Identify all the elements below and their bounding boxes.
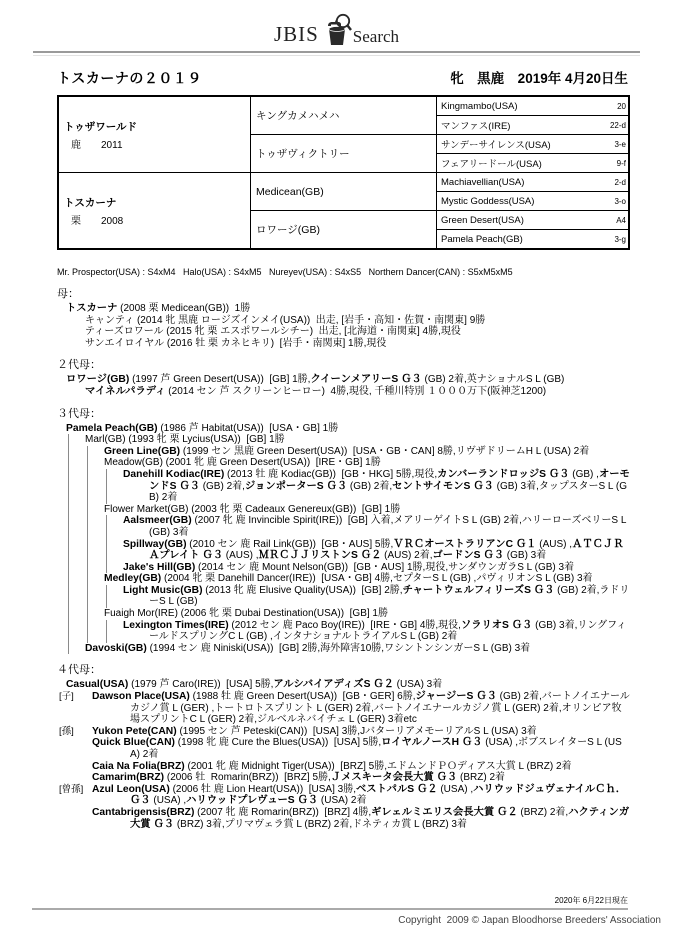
inbreeding-line: Mr. Prospector(USA) : S4xM4 Halo(USA) : S4xM5 Nureyev(USA) : S4xS5 Northern Dancer(CAN) : S5xM5xM5 — [57, 267, 513, 277]
horse-or-race-name: ＡＴＣＪＲＡプレイト Ｇ３ — [149, 538, 624, 562]
tree-guide-line — [87, 457, 88, 469]
horse-or-race-name: ハクティンガ大賞 Ｇ３ — [130, 806, 630, 830]
line-text: (2007 牝 鹿 Invincible Spirit(IRE)) [GB] 入着,メアリーゲイトS L (GB) 2着,ハリーローズベリーS L (GB) 3着 — [149, 515, 629, 538]
horse-or-race-name: クイーンメアリーS Ｇ３ — [310, 374, 422, 386]
line-text: (AUS) , — [536, 538, 573, 550]
line-text: (AUS) 2着, — [381, 550, 433, 562]
line-text: (GB) 3着 — [504, 550, 547, 562]
ancestor-name: Green Desert(USA) — [441, 214, 524, 226]
tree-guide-line — [87, 573, 88, 585]
family-line — [57, 608, 631, 620]
line-text: (AUS) , — [223, 550, 259, 562]
line-text: (1997 芦 Green Desert(USA)) [GB] 1勝, — [129, 374, 311, 386]
family-line — [57, 315, 631, 327]
pedigree-gen2-cell — [251, 135, 437, 173]
pedigree-gen3-cell — [437, 230, 630, 250]
family-line — [57, 338, 631, 350]
tree-guide-line — [68, 504, 69, 516]
horse-or-race-name: Danehill Kodiac(IRE) — [123, 468, 225, 480]
family-line — [57, 446, 631, 458]
horse-or-race-name: チャートウェルフィリーズS Ｇ３ — [402, 584, 555, 596]
family-line — [57, 679, 631, 691]
line-text: (1995 セン 芦 Peteski(CAN)) [USA] 3勝,JバターリアメモーリアルS L (USA) 3着 — [176, 725, 537, 737]
family-number: 20 — [617, 101, 626, 111]
family-section — [57, 405, 631, 655]
pedigree-gen3-cell — [437, 154, 630, 173]
family-line — [57, 515, 631, 538]
family-line — [57, 772, 631, 784]
line-text: (2014 セン 芦 スクリーンヒーロー) 4勝,現役, 千種川特別 １０００万下(阪神芝1200) — [165, 385, 547, 397]
tree-guide-line — [87, 515, 88, 538]
section-heading: ３代母： — [57, 407, 101, 420]
logo-search-text: Search — [352, 27, 400, 46]
ancestor-name: サンデーサイレンス(USA) — [441, 140, 551, 151]
horse-or-race-name: Pamela Peach(GB) — [66, 422, 158, 434]
horse-or-race-name: オーモンドS Ｇ３ — [149, 468, 630, 492]
pedigree-gen1-cell — [58, 173, 251, 250]
line-text: (1988 牡 鹿 Green Desert(USA)) [GB・GER] 6勝, — [189, 691, 416, 703]
title-row — [57, 67, 628, 88]
family-line — [57, 457, 631, 469]
family-line — [57, 691, 631, 726]
family-line — [57, 761, 631, 773]
pedigree-row — [58, 96, 629, 116]
jbis-search-logo — [0, 0, 673, 47]
tree-guide-line — [68, 446, 69, 458]
tree-guide-line — [87, 620, 88, 643]
family-line — [57, 784, 631, 807]
tree-guide-line — [106, 515, 107, 538]
pedigree-gen3-cell — [437, 96, 630, 116]
ancestor-name: Mystic Goddess(USA) — [441, 195, 535, 207]
family-line — [57, 386, 631, 398]
horse-or-race-name: Aalsmeer(GB) — [123, 515, 192, 527]
horse-or-race-name: ＭＲＣＪＪリストンS Ｇ２ — [258, 550, 382, 562]
horse-or-race-name: Camarim(BRZ) — [92, 772, 165, 784]
ancestor-name: トゥザヴィクトリー — [256, 148, 350, 160]
horse-or-race-name: ギレェルミエリス会長大賞 Ｇ２ — [371, 806, 518, 818]
tree-guide-line — [68, 620, 69, 643]
ancestor-name: Kingmambo(USA) — [441, 100, 518, 112]
family-line — [57, 504, 631, 516]
horse-or-race-name: Medley(GB) — [104, 573, 162, 585]
ancestor-name: マンファス(IRE) — [441, 121, 511, 132]
tree-guide-line — [87, 504, 88, 516]
line-text: (2012 セン 鹿 Paco Boy(IRE)) [IRE・GB] 4勝,現役, — [228, 619, 461, 631]
relation-label: [孫] — [59, 725, 74, 737]
tree-guide-line — [68, 434, 69, 446]
line-text: (GB) , — [569, 468, 599, 480]
horse-or-race-name: ジャージーS Ｇ３ — [415, 691, 497, 703]
horse-or-race-name: アルシバイアディズS Ｇ２ — [273, 679, 394, 691]
tree-guide-line — [68, 515, 69, 538]
horse-name-title: トスカーナの２０１９ — [57, 70, 202, 86]
logo-jbis-text: JBIS — [273, 22, 319, 46]
line-text: (GB) 2着, — [347, 480, 393, 492]
line-text: (2004 牝 栗 Danehill Dancer(IRE)) [USA・GB] 4勝,セプターS L (GB) ,パヴィリオンS L (GB) 3着 — [161, 573, 593, 585]
horse-or-race-name: Spillway(GB) — [123, 538, 187, 550]
ancestor-name: キングカメハメハ — [256, 110, 340, 122]
line-text: Fuaigh Mor(IRE) (2006 牝 栗 Dubai Destination(USA)) [GB] 1勝 — [104, 608, 388, 620]
pedigree-gen3-cell — [437, 135, 630, 154]
family-line — [57, 620, 631, 643]
family-sections — [57, 285, 631, 830]
line-text: Marl(GB) (1993 牝 栗 Lycius(USA)) [GB] 1勝 — [85, 434, 285, 446]
line-text: (GB) 2着, — [199, 480, 245, 492]
line-text: (2014 セン 鹿 Mount Nelson(GB)) [GB・AUS] 1勝,現役,サンダウンガラS L (GB) 3着 — [195, 561, 575, 573]
horse-or-race-name: Green Line(GB) — [104, 445, 181, 457]
family-line — [57, 303, 631, 315]
family-section — [57, 285, 631, 349]
pedigree-gen2-cell — [251, 96, 437, 135]
line-text: (GB) 2着,英ナショナルS L (GB) — [421, 374, 565, 386]
family-line — [57, 737, 631, 760]
line-text: (1986 芦 Habitat(USA)) [USA・GB] 1勝 — [157, 422, 339, 434]
family-line — [57, 573, 631, 585]
page-footer — [0, 895, 673, 926]
tree-guide-line — [68, 643, 69, 655]
ancestor-coat-year: 栗 2008 — [71, 215, 124, 227]
line-text: (BRZ) 2着 — [457, 772, 506, 784]
relation-label: [子] — [59, 691, 74, 703]
ancestor-coat-year: 鹿 2011 — [71, 139, 123, 151]
horse-or-race-name: Caia Na Folia(BRZ) — [92, 760, 185, 772]
family-line — [57, 643, 631, 655]
tree-guide-line — [68, 469, 69, 504]
line-text: サンエイロイヤル (2016 牡 栗 カネヒキリ) [岩手・南関東] 1勝,現役 — [85, 337, 387, 349]
pedigree-gen3-cell — [437, 116, 630, 135]
horse-or-race-name: Ｊメスキータ会長大賞 Ｇ３ — [330, 772, 458, 784]
horse-or-race-name: Light Music(GB) — [123, 584, 203, 596]
family-number: 9-f — [616, 158, 626, 168]
family-line — [57, 726, 631, 738]
pedigree-gen1-cell — [58, 96, 251, 173]
line-text: (GB) 3着,タップスターS L (GB) 2着 — [149, 480, 627, 504]
family-number: 3-e — [614, 139, 626, 149]
footer-divider — [32, 908, 628, 910]
family-line — [57, 562, 631, 574]
ancestor-name: Medicean(GB) — [256, 185, 324, 198]
pedigree-gen3-cell — [437, 173, 630, 192]
tree-guide-line — [87, 539, 88, 562]
family-number: A4 — [616, 215, 626, 225]
tree-guide-line — [106, 562, 107, 574]
horse-or-race-name: ＶＲＣオーストラリアンC Ｇ１ — [393, 538, 537, 550]
line-text: (BRZ) 2着, — [517, 806, 569, 818]
ancestor-name: フェアリードール(USA) — [441, 159, 542, 170]
horse-or-race-name: ゴードンS Ｇ３ — [432, 550, 505, 562]
tree-guide-line — [106, 585, 107, 608]
ancestor-name: ロワージ(GB) — [256, 224, 320, 236]
tree-guide-line — [68, 539, 69, 562]
tree-guide-line — [87, 469, 88, 504]
family-line — [57, 585, 631, 608]
family-section — [57, 661, 631, 830]
line-text: (GB) 2着,バートノイエナールカジノ賞 L (GER) ,トートロトスプリント L (GER) 2着,バートノイエナールカジノ賞 L (GER) 2着,オリンピア牧場スプリントC L (GER) 2着,ジルベルネバイチェ L (GER) 3着etc — [130, 691, 630, 726]
horse-or-race-name: ハリウッドジュヴェナイルＣｈ． Ｇ３ — [130, 783, 629, 807]
line-text: (1998 牝 鹿 Cure the Blues(USA)) [USA] 5勝, — [174, 737, 382, 749]
horse-or-race-name: トスカーナ — [66, 303, 118, 314]
family-line — [57, 326, 631, 338]
pedigree-gen3-cell — [437, 211, 630, 230]
line-text: ティーズロワール (2015 牝 栗 エスポワールシチー) 出走, [北海道・南関東] 4勝,現役 — [85, 326, 461, 338]
ancestor-name: Pamela Peach(GB) — [441, 233, 523, 245]
line-text: (GB) 2着,ラドリーS L (GB) — [149, 584, 630, 608]
line-text: (USA) ,ボブスレイターS L (USA) 2着 — [130, 737, 622, 760]
family-line — [57, 469, 631, 504]
relation-label: [曾孫] — [59, 783, 84, 795]
line-text: (2006 牡 鹿 Lion Heart(USA)) [USA] 3勝, — [169, 783, 356, 795]
family-section — [57, 356, 631, 397]
line-text: (1994 セン 鹿 Niniski(USA)) [GB] 2勝,海外障害10勝,ワシントンシンガーS L (GB) 3着 — [146, 642, 531, 654]
tree-guide-line — [68, 457, 69, 469]
tree-guide-line — [68, 608, 69, 620]
line-text: (2013 牡 鹿 Kodiac(GB)) [GB・HKG] 5勝,現役, — [224, 468, 438, 480]
family-line — [57, 807, 631, 830]
line-text: (2013 牝 鹿 Elusive Quality(USA)) [GB] 2勝, — [202, 584, 403, 596]
family-number: 3-g — [614, 234, 626, 244]
tree-guide-line — [68, 585, 69, 608]
pedigree-table — [57, 95, 630, 250]
line-text: (2001 牝 鹿 Midnight Tiger(USA)) [BRZ] 5勝,エドムンドＰＯディアス大賞 L (BRZ) 2着 — [184, 760, 572, 772]
tree-guide-line — [68, 562, 69, 574]
horse-or-race-name: Casual(USA) — [66, 679, 129, 691]
ancestor-name: トスカーナ — [64, 196, 117, 209]
family-number: 3-o — [614, 196, 626, 206]
family-line — [57, 374, 631, 386]
line-text: (2007 牝 鹿 Romarin(BRZ)) [BRZ] 4勝, — [194, 806, 372, 818]
section-heading: ４代母： — [57, 664, 101, 677]
family-line — [57, 539, 631, 562]
family-number: 22-d — [609, 120, 626, 130]
section-heading: 母： — [57, 288, 79, 300]
horse-or-race-name: Azul Leon(USA) — [92, 783, 170, 795]
line-text: (1979 芦 Caro(IRE)) [USA] 5勝, — [128, 679, 274, 691]
horse-or-race-name: カンバーランドロッジS Ｇ３ — [437, 468, 570, 480]
pedigree-gen2-cell — [251, 211, 437, 250]
section-heading: ２代母： — [57, 359, 101, 372]
line-text: (USA) , — [150, 795, 187, 807]
horse-or-race-name: マイネルパラディ — [85, 385, 166, 397]
line-text: Flower Market(GB) (2003 牝 栗 Cadeaux Genereux(GB)) [GB] 1勝 — [104, 503, 401, 515]
horse-or-race-name: ベストパルS Ｇ２ — [355, 783, 438, 795]
tree-guide-line — [87, 585, 88, 608]
data-as-of-date: 2020年 6月22日現在 — [554, 896, 628, 905]
horse-or-race-name: ロイヤルノースH Ｇ３ — [381, 737, 483, 749]
horse-or-race-name: セントサイモンS Ｇ３ — [392, 480, 494, 492]
ancestor-name: Machiavellian(USA) — [441, 176, 525, 188]
header-divider — [33, 51, 640, 56]
copyright-text: Copyright 2009 © Japan Bloodhorse Breeders' Association — [398, 915, 661, 926]
line-text: Meadow(GB) (2001 牝 鹿 Green Desert(USA)) [IRE・GB] 1勝 — [104, 457, 381, 469]
tree-guide-line — [106, 620, 107, 643]
ancestor-name: トゥザワールド — [64, 120, 138, 133]
line-text: (USA) 3着 — [393, 679, 443, 691]
line-text: (2006 牡 Romarin(BRZ)) [BRZ] 5勝, — [164, 772, 331, 784]
line-text: (2008 栗 Medicean(GB)) 1勝 — [117, 303, 251, 314]
horse-or-race-name: Lexington Times(IRE) — [123, 619, 229, 631]
horse-or-race-name: ロワージ(GB) — [66, 374, 130, 386]
tree-guide-line — [87, 446, 88, 458]
tree-guide-line — [106, 469, 107, 504]
line-text: (USA) 2着 — [318, 795, 367, 807]
horse-or-race-name: Jake's Hill(GB) — [123, 561, 196, 573]
tree-guide-line — [68, 573, 69, 585]
pedigree-gen2-cell — [251, 173, 437, 211]
line-text: (1999 セン 黒鹿 Green Desert(USA)) [USA・GB・CAN] 8勝,リヴザドリームH L (USA) 2着 — [180, 445, 590, 457]
horse-or-race-name: Quick Blue(CAN) — [92, 737, 175, 749]
horse-or-race-name: Cantabrigensis(BRZ) — [92, 806, 195, 818]
horse-sex-coat-birthdate: 牝 黒鹿 2019年 4月20日生 — [450, 71, 628, 86]
pedigree-row — [58, 173, 629, 192]
horse-or-race-name: Yukon Pete(CAN) — [92, 725, 177, 737]
pedigree-gen3-cell — [437, 192, 630, 211]
tree-guide-line — [87, 562, 88, 574]
line-text: (GB) 3着,リングフィールドスプリングC L (GB) ,インタナショナルトライアルS L (GB) 2着 — [149, 619, 627, 643]
family-number: 2-d — [614, 177, 626, 187]
tree-guide-line — [106, 539, 107, 562]
family-line — [57, 423, 631, 435]
tree-guide-line — [87, 608, 88, 620]
horse-or-race-name: ソラリオS Ｇ３ — [460, 619, 533, 631]
horse-or-race-name: ジョンポーターS Ｇ３ — [244, 480, 348, 492]
line-text: キャンティ (2014 牝 黒鹿 ロージズインメイ(USA)) 出走, [岩手・高知・佐賀・南関東] 9勝 — [85, 314, 486, 326]
line-text: (BRZ) 3着,プリマヴェラ賞 L (BRZ) 2着,ドネティカ賞 L (BRZ) 3着 — [174, 818, 467, 830]
line-text: (2010 セン 鹿 Rail Link(GB)) [GB・AUS] 5勝, — [186, 538, 394, 550]
magnifier-horse-icon — [322, 13, 352, 49]
horse-or-race-name: ハリウッドプレヴューS Ｇ３ — [186, 795, 319, 807]
family-line — [57, 434, 631, 446]
line-text: (USA) , — [437, 783, 474, 795]
horse-or-race-name: Davoski(GB) — [85, 642, 147, 654]
horse-or-race-name: Dawson Place(USA) — [92, 691, 190, 703]
